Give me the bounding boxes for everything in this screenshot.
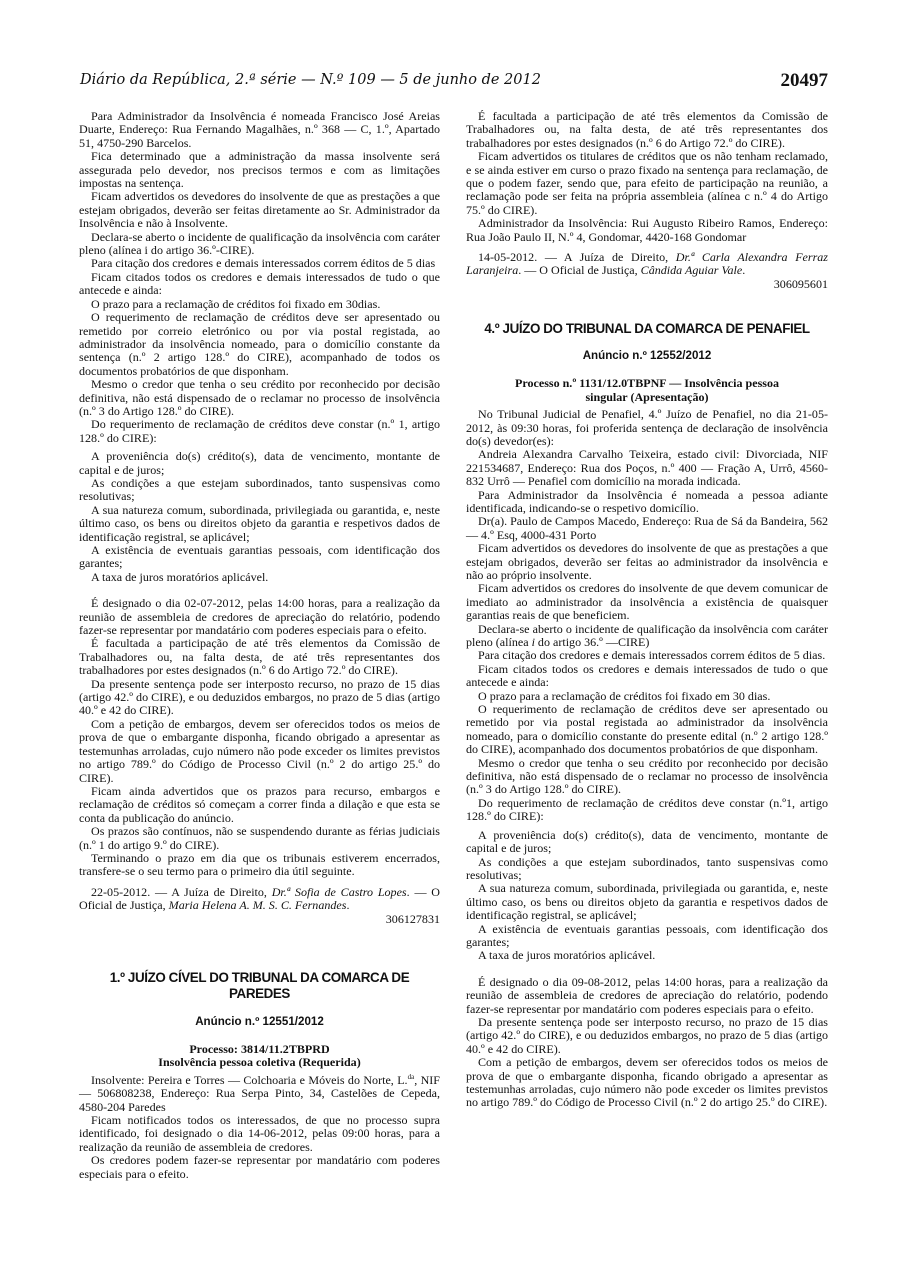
paragraph: Com a petição de embargos, devem ser oferecidos todos os meios de prova de que o embargante disponha, ficando obrigado a apresentar as testemunhas arroladas, cujo número não pode exceder os limites previstos no artigo 789.º do Código de Processo Civil (n.º 2 do artigo 25.º do CIRE). bbox=[79, 716, 440, 785]
paragraph: A sua natureza comum, subordinada, privilegiada ou garantida, e, neste último caso, os bens ou direitos objeto da garantia e respetivos dados de identificação registral, se aplicável; bbox=[466, 881, 828, 923]
process-number: Processo n.º 1131/12.0TBPNF — Insolvência pessoa bbox=[514, 376, 779, 391]
paragraph: Para citação dos credores e demais interessados correm éditos de 5 dias bbox=[91, 256, 436, 271]
clerk-name: Cândida Aguiar Vale bbox=[640, 263, 743, 278]
paragraph: Ficam advertidos os devedores do insolvente de que as prestações a que estejam obrigados, deverão ser feitas ao administrador da insolvência e não ao próprio insolvente. bbox=[466, 541, 828, 582]
signature-end: . bbox=[346, 898, 350, 913]
paragraph: Andreia Alexandra Carvalho Teixeira, estado civil: Divorciada, NIF 221534687, Endereço: Rua dos Poços, n.º 400 — Fração A, Urrô, 4560-832 Urrô — Penafiel com domicílio na morada indicada. bbox=[466, 447, 828, 489]
paragraph: Fica determinado que a administração da massa insolvente será assegurada pelo devedor, nos precisos termos e com as limitações impostas na sentença. bbox=[79, 149, 440, 191]
judge-name: Dr.ª Carla Alexandra Ferraz Laranjeira bbox=[466, 250, 828, 278]
paragraph: Ficam advertidos os credores do insolvente de que devem comunicar de imediato ao administrador da insolvência a existência de quaisquer garantias reais de que beneficiem. bbox=[466, 581, 828, 623]
paragraph: Ficam notificados todos os interessados, de que no processo supra identificado, foi designado o dia 14-06-2012, pelas 09:00 horas, para a realização da reunião de assembleia de credores. bbox=[79, 1113, 440, 1154]
section-heading: 4.º JUÍZO DO TRIBUNAL DA COMARCA DE PENAFIEL bbox=[484, 321, 810, 337]
paragraph: Ficam advertidos os devedores do insolvente de que as prestações a que estejam obrigados, deverão ser feitas diretamente ao Sr. Administrador da Insolvência e não à Insolvente. bbox=[79, 189, 440, 231]
insolvent-name: Insolvente: Pereira e Torres — Colchoaria e Móveis do Norte, L. bbox=[91, 1072, 408, 1087]
italic-letter: i bbox=[531, 635, 535, 649]
paragraph: O prazo para a reclamação de créditos foi fixado em 30 dias. bbox=[478, 688, 771, 703]
paragraph: Da presente sentença pode ser interposto recurso, no prazo de 15 dias (artigo 42.º do CIRE), e ou deduzidos embargos, no prazo de 5 dias (artigo 40.º e 42 do CIRE). bbox=[466, 1014, 828, 1056]
paragraph: Mesmo o credor que tenha o seu crédito por reconhecido por decisão definitiva, não está dispensado de o reclamar no processo de insolvência (n.º 3 do Artigo 128.º do CIRE). bbox=[466, 755, 828, 797]
paragraph: Os credores podem fazer-se representar por mandatário com poderes especiais para o efeito. bbox=[79, 1153, 440, 1181]
paragraph: O prazo para a reclamação de créditos foi fixado em 30dias. bbox=[91, 296, 381, 311]
paragraph: As condições a que estejam subordinados, tanto suspensivas como resolutivas; bbox=[466, 854, 828, 882]
paragraph: As condições a que estejam subordinados, tanto suspensivas como resolutivas; bbox=[79, 475, 440, 504]
paragraph: No Tribunal Judicial de Penafiel, 4.º Juízo de Penafiel, no dia 21-05-2012, às 09:30 horas, foi proferida sentença de declaração de insolvência do(s) devedor(es): bbox=[466, 407, 828, 448]
announcement-number: Anúncio n.º 12551/2012 bbox=[195, 1014, 324, 1028]
paragraph: Terminando o prazo em dia que os tribunais estiverem encerrados, transfere-se o seu termo para o primeiro dia útil seguinte. bbox=[79, 850, 440, 879]
paragraph bbox=[466, 623, 828, 650]
paragraph: Dr(a). Paulo de Campos Macedo, Endereço: Rua de Sá da Bandeira, 562 — 4.º Esq, 4000-431 Porto bbox=[466, 514, 828, 542]
paragraph: Declara-se aberto o incidente de qualificação da insolvência com caráter pleno (alínea i do artigo 36.º-CIRE). bbox=[79, 229, 440, 258]
paragraph: A taxa de juros moratórios aplicável. bbox=[91, 569, 269, 584]
text-run: do artigo 36.º —CIRE) bbox=[534, 635, 650, 649]
paragraph: É facultada a participação de até três elementos da Comissão de Trabalhadores ou, na falta desta, de até três representantes dos trabalhadores por estes designados (n.º 6 do Artigo 72.º do CIRE). bbox=[79, 636, 440, 678]
signature-line bbox=[466, 251, 828, 278]
clerk-name: Maria Helena A. M. S. C. Fernandes bbox=[168, 898, 347, 913]
signature-line bbox=[79, 886, 440, 913]
paragraph: Mesmo o credor que tenha o seu crédito por reconhecido por decisão definitiva, não está dispensado de o reclamar no processo de insolvência (n.º 3 do Artigo 128.º do CIRE). bbox=[79, 377, 440, 418]
signature-end: . bbox=[742, 263, 746, 278]
paragraph: Os prazos são contínuos, não se suspendendo durante as férias judiciais (n.º 1 do artigo 9.º do CIRE). bbox=[79, 824, 440, 852]
page-number: 20497 bbox=[780, 70, 828, 91]
paragraph: Ficam ainda advertidos que os prazos para recurso, embargos e reclamação de créditos só começam a correr finda a dilação e que esta se conta da publicação do anúncio. bbox=[79, 783, 440, 825]
signature-role: . — O Oficial de Justiça, bbox=[79, 884, 440, 913]
paragraph: A proveniência do(s) crédito(s), data de vencimento, montante de capital e de juros; bbox=[466, 827, 828, 856]
paragraph: O requerimento de reclamação de créditos deve ser apresentado ou remetido por correio eletrónico ou por via postal registada, ao administrador da insolvência nomeado, para o domicílio constante da sentença (n.º 2 artigo 128.º do CIRE), acompanhado de todos os documentos probatórios de que disponham. bbox=[79, 310, 440, 378]
paragraph: A existência de eventuais garantias pessoais, com identificação dos garantes; bbox=[79, 543, 440, 571]
paragraph: É designado o dia 09-08-2012, pelas 14:00 horas, para a realização da reunião de assembleia de credores de apreciação do relatório, podendo fazer-se representar por mandatário com poderes especiais para o efeito. bbox=[466, 974, 828, 1016]
process-number: Processo: 3814/11.2TBPRD bbox=[189, 1041, 330, 1056]
superscript: da bbox=[407, 1072, 415, 1081]
signature-date: 14-05-2012. — A Juíza de Direito, bbox=[478, 250, 676, 265]
left-column bbox=[79, 110, 440, 1181]
page-header bbox=[80, 72, 828, 96]
paragraph: Ficam advertidos os titulares de créditos que os não tenham reclamado, e se ainda estiver em curso o prazo fixado na sentença para reclamação, de que o podem fazer, sendo que, para efeito de participação na reunião, a reclamação pode ser feita na própria assembleia (alínea c n.º 4 do Artigo 75.º do CIRE). bbox=[466, 149, 828, 217]
insolvent-details: , NIF — 506808238, Endereço: Rua Serpa Pinto, 34, Castelões de Cepeda, 4580-204 Paredes bbox=[79, 1072, 441, 1114]
paragraph: Para citação dos credores e demais interessados correm éditos de 5 dias. bbox=[478, 648, 826, 663]
paragraph: A sua natureza comum, subordinada, privilegiada ou garantida, e, neste último caso, os bens ou direitos objeto da garantia e respetivos dados de identificação registral, se aplicável; bbox=[79, 502, 440, 544]
paragraph: Do requerimento de reclamação de créditos deve constar (n.º1, artigo 128.º do CIRE): bbox=[466, 795, 828, 824]
announcement-number: Anúncio n.º 12552/2012 bbox=[582, 349, 712, 363]
paragraph: É facultada a participação de até três elementos da Comissão de Trabalhadores ou, na falta desta, de até três representantes dos trabalhadores por estes designados (n.º 6 do Artigo 72.º do CIRE). bbox=[466, 109, 828, 150]
journal-title: Diário da República, 2.ª série — N.º 109 — 5 de junho de 2012 bbox=[80, 72, 541, 88]
judge-name: Dr.ª Sofia de Castro Lopes bbox=[271, 884, 407, 899]
paragraph: Para Administrador da Insolvência é nomeada a pessoa adiante identificada, indicando-se o respetivo domicílio. bbox=[466, 487, 828, 515]
paragraph: Do requerimento de reclamação de créditos deve constar (n.º 1, artigo 128.º do CIRE): bbox=[79, 417, 440, 445]
paragraph: Administrador da Insolvência: Rui Augusto Ribeiro Ramos, Endereço: Rua João Paulo II, N.º 4, Gondomar, 4420-168 Gondomar bbox=[466, 216, 828, 244]
process-type: singular (Apresentação) bbox=[585, 389, 709, 404]
reference-number: 306095601 bbox=[773, 276, 828, 291]
paragraph: Ficam citados todos os credores e demais interessados de tudo o que antecede e ainda: bbox=[79, 269, 440, 298]
paragraph: A existência de eventuais garantias pessoais, com identificação dos garantes; bbox=[466, 921, 828, 949]
paragraph: A proveniência do(s) crédito(s), data de vencimento, montante de capital e de juros; bbox=[79, 449, 440, 477]
process-type: Insolvência pessoa coletiva (Requerida) bbox=[158, 1055, 361, 1070]
text-run: Declara-se aberto o incidente de qualificação da insolvência com caráter pleno (alínea bbox=[466, 621, 828, 649]
paragraph: Da presente sentença pode ser interposto recurso, no prazo de 15 dias (artigo 42.º do CIRE), e ou deduzidos embargos, no prazo de 5 dias (artigo 40.º e 42 do CIRE). bbox=[79, 676, 440, 718]
paragraph: Ficam citados todos os credores e demais interessados de tudo o que antecede e ainda: bbox=[466, 661, 828, 690]
paragraph: É designado o dia 02-07-2012, pelas 14:00 horas, para a realização da reunião de assembleia de credores de apreciação do relatório, podendo fazer-se representar por mandatário com poderes especiais para o efeito. bbox=[79, 596, 440, 638]
section-heading: 1.º JUÍZO CÍVEL DO TRIBUNAL DA COMARCA DE PAREDES bbox=[109, 969, 410, 1001]
right-column bbox=[466, 110, 828, 1110]
signature-role: . — O Oficial de Justiça, bbox=[518, 263, 641, 278]
paragraph: O requerimento de reclamação de créditos deve ser apresentado ou remetido por via postal registada ao administrador da insolvência nomeado, para o domicílio constante do presente edital (n.º 2 artigo 128.º do CIRE), acompanhado dos documentos probatórios de que disponham. bbox=[466, 702, 828, 757]
reference-number: 306127831 bbox=[385, 911, 440, 926]
paragraph: A taxa de juros moratórios aplicável. bbox=[478, 948, 656, 963]
signature-date: 22-05-2012. — A Juíza de Direito, bbox=[91, 884, 272, 899]
paragraph: Para Administrador da Insolvência é nomeada Francisco José Areias Duarte, Endereço: Rua Fernando Magalhães, n.º 368 — C, 1.º, Apartado 51, 4750-290 Barcelos. bbox=[79, 109, 440, 150]
paragraph bbox=[79, 1074, 440, 1114]
paragraph: Com a petição de embargos, devem ser oferecidos todos os meios de prova de que o embargante disponha, ficando obrigado a apresentar as testemunhas arroladas, cujo número não pode exceder os limites previstos no artigo 789.º do Código de Processo Civil (n.º 2 do artigo 25.º do CIRE). bbox=[466, 1055, 828, 1110]
